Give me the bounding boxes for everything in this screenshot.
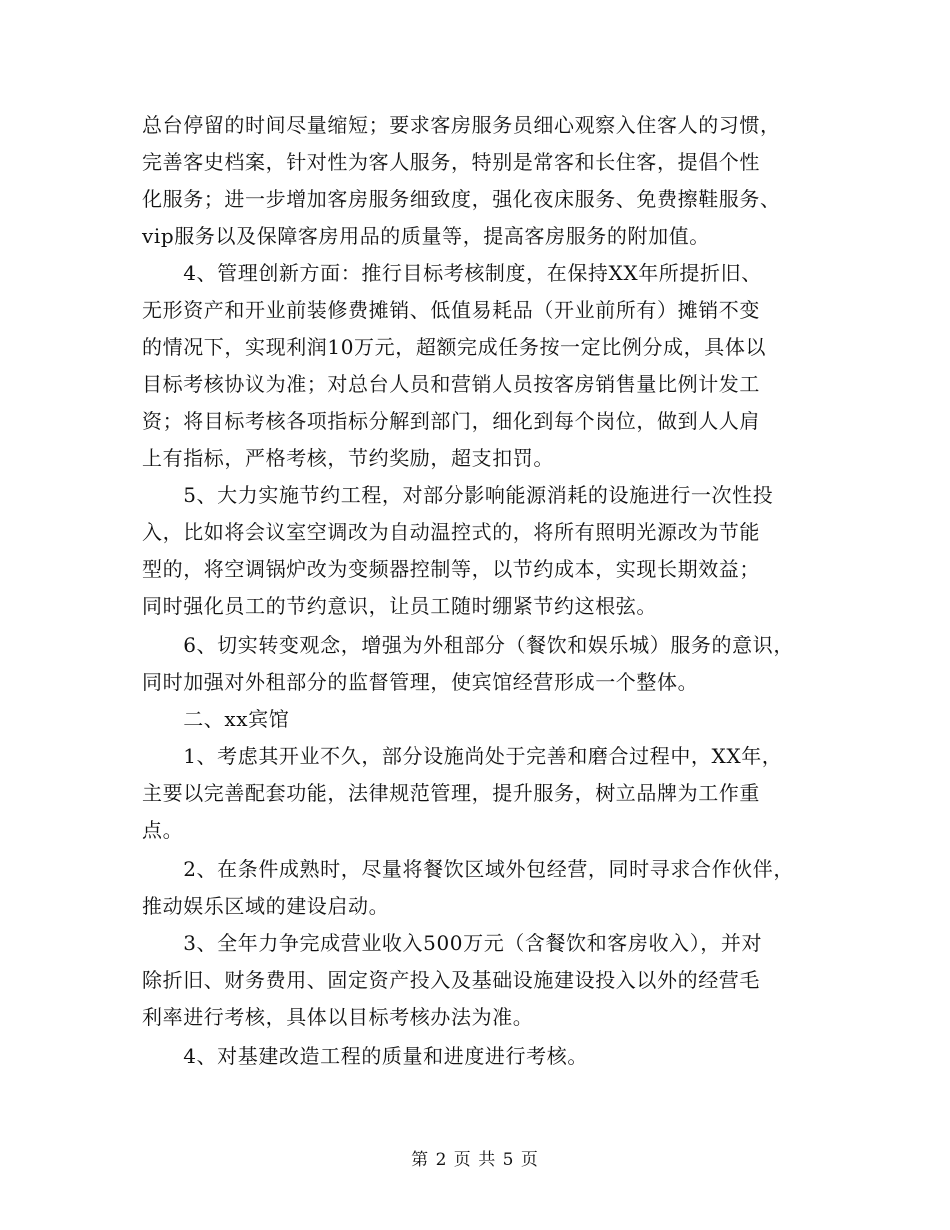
text-line: 入，比如将会议室空调改为自动温控式的，将所有照明光源改为节能: [142, 520, 760, 544]
text-line: 4、对基建改造工程的质量和进度进行考核。: [142, 1044, 588, 1068]
text-line: 资；将目标考核各项指标分解到部门，细化到每个岗位，做到人人肩: [142, 409, 760, 433]
text-line: 主要以完善配套功能，法律规范管理，提升服务，树立品牌为工作重: [142, 781, 760, 805]
text-line: 完善客史档案，针对性为客人服务，特别是常客和长住客，提倡个性: [142, 150, 760, 174]
text-line: 目标考核协议为准；对总台人员和营销人员按客房销售量比例计发工: [142, 372, 760, 396]
text-line: 6、切实转变观念，增强为外租部分（餐饮和娱乐城）服务的意识，: [142, 633, 794, 657]
text-line: 型的，将空调锅炉改为变频器控制等，以节约成本，实现长期效益；: [142, 557, 760, 581]
text-line: 化服务；进一步增加客房服务细致度，强化夜床服务、免费擦鞋服务、: [142, 187, 781, 211]
text-line: 总台停留的时间尽量缩短；要求客房服务员细心观察入住客人的习惯，: [142, 113, 781, 137]
text-line: 同时强化员工的节约意识，让员工随时绷紧节约这根弦。: [142, 594, 657, 618]
text-line: 无形资产和开业前装修费摊销、低值易耗品（开业前所有）摊销不变: [142, 298, 760, 322]
text-line: 4、管理创新方面：推行目标考核制度，在保持XX年所提折旧、: [142, 261, 762, 285]
text-line: 1、考虑其开业不久，部分设施尚处于完善和磨合过程中，XX年，: [142, 744, 783, 768]
text-line: 2、在条件成熟时，尽量将餐饮区域外包经营，同时寻求合作伙伴，: [142, 857, 794, 881]
text-line: 5、大力实施节约工程，对部分影响能源消耗的设施进行一次性投: [142, 483, 774, 507]
text-line: 的情况下，实现利润10万元，超额完成任务按一定比例分成，具体以: [142, 335, 767, 359]
section-heading: 二、xx宾馆: [142, 707, 290, 731]
text-line: 同时加强对外租部分的监督管理，使宾馆经营形成一个整体。: [142, 670, 699, 694]
text-line: 点。: [142, 818, 184, 842]
text-line: 除折旧、财务费用、固定资产投入及基础设施建设投入以外的经营毛: [142, 968, 760, 992]
page-number-footer: 第 2 页 共 5 页: [411, 1150, 539, 1170]
text-line: 利率进行考核，具体以目标考核办法为准。: [142, 1005, 534, 1029]
text-line: 推动娱乐区域的建设启动。: [142, 894, 390, 918]
text-line: 3、全年力争完成营业收入500万元（含餐饮和客房收入），并对: [142, 931, 763, 955]
text-line: vip服务以及保障客房用品的质量等，提高客房服务的附加值。: [142, 224, 710, 248]
text-line: 上有指标，严格考核，节约奖励，超支扣罚。: [142, 446, 554, 470]
